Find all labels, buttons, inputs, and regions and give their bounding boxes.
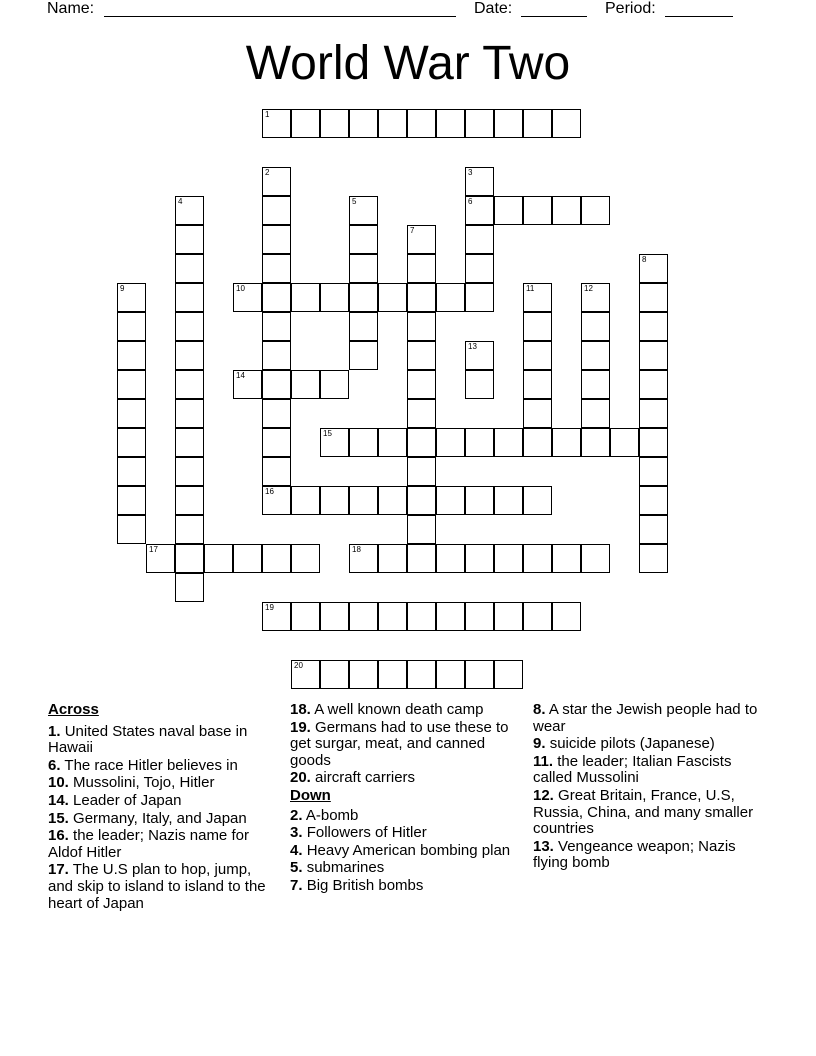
- grid-cell[interactable]: [436, 486, 465, 515]
- grid-cell[interactable]: [175, 312, 204, 341]
- grid-cell[interactable]: [378, 660, 407, 689]
- grid-cell[interactable]: [349, 341, 378, 370]
- cell-number: 6: [468, 197, 473, 206]
- grid-cell[interactable]: [378, 544, 407, 573]
- grid-cell[interactable]: [581, 428, 610, 457]
- clue-down-3: 3. Followers of Hitler: [290, 824, 427, 842]
- cell-number: 2: [265, 168, 270, 177]
- cell-number: 10: [236, 284, 245, 293]
- grid-cell[interactable]: [436, 428, 465, 457]
- grid-cell[interactable]: [465, 254, 494, 283]
- grid-cell[interactable]: [262, 370, 291, 399]
- grid-cell[interactable]: [117, 341, 146, 370]
- grid-cell[interactable]: [407, 515, 436, 544]
- grid-cell[interactable]: [465, 660, 494, 689]
- grid-cell[interactable]: [262, 544, 291, 573]
- grid-cell[interactable]: [349, 660, 378, 689]
- grid-cell[interactable]: [523, 341, 552, 370]
- across-heading: Across: [48, 701, 99, 718]
- grid-cell[interactable]: [523, 196, 552, 225]
- grid-cell[interactable]: [465, 109, 494, 138]
- clue-column-3: [533, 702, 768, 873]
- grid-cell[interactable]: [494, 428, 523, 457]
- grid-cell[interactable]: [465, 544, 494, 573]
- grid-cell[interactable]: [494, 196, 523, 225]
- clue-down-7: 7. Big British bombs: [290, 876, 424, 894]
- grid-cell[interactable]: [378, 283, 407, 312]
- grid-cell[interactable]: [639, 457, 668, 486]
- grid-cell[interactable]: [465, 225, 494, 254]
- grid-cell[interactable]: [349, 196, 378, 225]
- cell-number: 13: [468, 342, 477, 351]
- grid-cell[interactable]: [523, 602, 552, 631]
- cell-number: 7: [410, 226, 415, 235]
- grid-cell[interactable]: [523, 283, 552, 312]
- grid-cell[interactable]: [175, 573, 204, 602]
- grid-cell[interactable]: [639, 428, 668, 457]
- grid-cell[interactable]: [233, 370, 262, 399]
- grid-cell[interactable]: [552, 544, 581, 573]
- grid-cell[interactable]: [320, 283, 349, 312]
- grid-cell[interactable]: [581, 370, 610, 399]
- grid-cell[interactable]: [349, 283, 378, 312]
- grid-cell[interactable]: [262, 167, 291, 196]
- cell-number: 19: [265, 603, 274, 612]
- clue-across-19: 19. Germans had to use these to get surgar, meat, and canned goods: [290, 718, 509, 769]
- grid-cell[interactable]: [262, 428, 291, 457]
- clue-column-1: [48, 702, 268, 913]
- grid-cell[interactable]: [378, 486, 407, 515]
- grid-cell[interactable]: [175, 225, 204, 254]
- grid-cell[interactable]: [262, 225, 291, 254]
- grid-cell[interactable]: [407, 486, 436, 515]
- clue-column-2: [290, 702, 522, 896]
- clue-across-17: 17. The U.S plan to hop, jump, and skip to island to island to the heart of Japan: [48, 861, 266, 912]
- cell-number: 20: [294, 661, 303, 670]
- grid-cell[interactable]: [552, 196, 581, 225]
- cell-number: 8: [642, 255, 647, 264]
- grid-cell[interactable]: [465, 602, 494, 631]
- grid-cell[interactable]: [262, 196, 291, 225]
- grid-cell[interactable]: [407, 283, 436, 312]
- grid-cell[interactable]: [117, 428, 146, 457]
- clue-down-8: 8. A star the Jewish people had to wear: [533, 701, 758, 735]
- cell-number: 1: [265, 110, 270, 119]
- grid-cell[interactable]: [175, 341, 204, 370]
- grid-cell[interactable]: [378, 109, 407, 138]
- grid-cell[interactable]: [639, 283, 668, 312]
- clue-across-16: 16. the leader; Nazis name for Aldof Hitler: [48, 827, 249, 861]
- grid-cell[interactable]: [117, 312, 146, 341]
- clue-across-20: 20. aircraft carriers: [290, 769, 416, 787]
- grid-cell[interactable]: [204, 544, 233, 573]
- grid-cell[interactable]: [581, 399, 610, 428]
- grid-cell[interactable]: [291, 544, 320, 573]
- grid-cell[interactable]: [349, 544, 378, 573]
- grid-cell[interactable]: [407, 312, 436, 341]
- grid-cell[interactable]: [436, 660, 465, 689]
- grid-cell[interactable]: [320, 109, 349, 138]
- grid-cell[interactable]: [233, 283, 262, 312]
- grid-cell[interactable]: [117, 283, 146, 312]
- grid-cell[interactable]: [291, 370, 320, 399]
- grid-cell[interactable]: [378, 602, 407, 631]
- grid-cell[interactable]: [407, 399, 436, 428]
- grid-cell[interactable]: [175, 254, 204, 283]
- grid-cell[interactable]: [117, 370, 146, 399]
- grid-cell[interactable]: [291, 602, 320, 631]
- grid-cell[interactable]: [494, 544, 523, 573]
- grid-cell[interactable]: [494, 602, 523, 631]
- grid-cell[interactable]: [581, 283, 610, 312]
- grid-cell[interactable]: [581, 196, 610, 225]
- grid-cell[interactable]: [639, 544, 668, 573]
- grid-cell[interactable]: [320, 428, 349, 457]
- grid-cell[interactable]: [349, 225, 378, 254]
- clue-across-1: 1. United States naval base in Hawaii: [48, 722, 248, 757]
- grid-cell[interactable]: [436, 109, 465, 138]
- grid-cell[interactable]: [175, 196, 204, 225]
- clue-across-14: 14. Leader of Japan: [48, 791, 182, 809]
- grid-cell[interactable]: [639, 515, 668, 544]
- page-title: World War Two: [245, 37, 571, 90]
- grid-cell[interactable]: [465, 370, 494, 399]
- cell-number: 14: [236, 371, 245, 380]
- grid-cell[interactable]: [291, 486, 320, 515]
- grid-cell[interactable]: [523, 544, 552, 573]
- grid-cell[interactable]: [552, 109, 581, 138]
- grid-cell[interactable]: [407, 225, 436, 254]
- grid-cell[interactable]: [610, 428, 639, 457]
- grid-cell[interactable]: [291, 109, 320, 138]
- grid-cell[interactable]: [262, 312, 291, 341]
- grid-cell[interactable]: [291, 660, 320, 689]
- grid-cell[interactable]: [117, 399, 146, 428]
- grid-cell[interactable]: [262, 602, 291, 631]
- grid-cell[interactable]: [117, 515, 146, 544]
- grid-cell[interactable]: [523, 109, 552, 138]
- clue-across-6: 6. The race Hitler believes in: [48, 756, 238, 774]
- cell-number: 4: [178, 197, 183, 206]
- cell-number: 15: [323, 429, 332, 438]
- grid-cell[interactable]: [407, 254, 436, 283]
- down-heading: Down: [290, 786, 331, 804]
- clue-down-5: 5. submarines: [290, 859, 385, 877]
- grid-cell[interactable]: [349, 109, 378, 138]
- cell-number: 16: [265, 487, 274, 496]
- grid-cell[interactable]: [523, 312, 552, 341]
- clue-down-12: 12. Great Britain, France, U.S, Russia, China, and many smaller countries: [533, 786, 754, 838]
- grid-cell[interactable]: [407, 109, 436, 138]
- cell-number: 18: [352, 545, 361, 554]
- grid-cell[interactable]: [320, 486, 349, 515]
- cell-number: 11: [526, 284, 535, 293]
- grid-cell[interactable]: [175, 399, 204, 428]
- grid-cell[interactable]: [175, 515, 204, 544]
- grid-cell[interactable]: [175, 370, 204, 399]
- grid-cell[interactable]: [117, 486, 146, 515]
- grid-cell[interactable]: [407, 428, 436, 457]
- grid-cell[interactable]: [639, 312, 668, 341]
- period-label: Period:: [605, 0, 656, 17]
- grid-cell[interactable]: [465, 283, 494, 312]
- grid-cell[interactable]: [407, 544, 436, 573]
- grid-cell[interactable]: [378, 428, 407, 457]
- grid-cell[interactable]: [552, 602, 581, 631]
- grid-cell[interactable]: [639, 370, 668, 399]
- grid-cell[interactable]: [523, 428, 552, 457]
- clue-across-10: 10. Mussolini, Tojo, Hitler: [48, 774, 215, 792]
- grid-cell[interactable]: [465, 341, 494, 370]
- grid-cell[interactable]: [320, 370, 349, 399]
- grid-cell[interactable]: [523, 486, 552, 515]
- grid-cell[interactable]: [639, 399, 668, 428]
- grid-cell[interactable]: [320, 660, 349, 689]
- grid-cell[interactable]: [407, 370, 436, 399]
- grid-cell[interactable]: [349, 602, 378, 631]
- grid-cell[interactable]: [465, 196, 494, 225]
- grid-cell[interactable]: [349, 312, 378, 341]
- grid-cell[interactable]: [262, 399, 291, 428]
- grid-cell[interactable]: [581, 341, 610, 370]
- clue-down-13: 13. Vengeance weapon; Nazis flying bomb: [533, 837, 736, 872]
- clue-down-9: 9. suicide pilots (Japanese): [533, 735, 715, 753]
- grid-cell[interactable]: [320, 602, 349, 631]
- grid-cell[interactable]: [407, 602, 436, 631]
- grid-cell[interactable]: [175, 428, 204, 457]
- grid-cell[interactable]: [465, 486, 494, 515]
- grid-cell[interactable]: [465, 167, 494, 196]
- grid-cell[interactable]: [436, 602, 465, 631]
- grid-cell[interactable]: [349, 254, 378, 283]
- grid-cell[interactable]: [175, 283, 204, 312]
- cell-number: 5: [352, 197, 357, 206]
- grid-cell[interactable]: [175, 544, 204, 573]
- grid-cell[interactable]: [146, 544, 175, 573]
- grid-cell[interactable]: [175, 457, 204, 486]
- grid-cell[interactable]: [349, 486, 378, 515]
- grid-cell[interactable]: [175, 486, 204, 515]
- grid-cell[interactable]: [639, 254, 668, 283]
- grid-cell[interactable]: [262, 283, 291, 312]
- grid-cell[interactable]: [233, 544, 262, 573]
- name-label: Name:: [47, 0, 95, 17]
- clue-across-15: 15. Germany, Italy, and Japan: [48, 809, 247, 827]
- clue-down-4: 4. Heavy American bombing plan: [290, 841, 511, 859]
- cell-number: 9: [120, 284, 125, 293]
- grid-cell[interactable]: [494, 486, 523, 515]
- grid-cell[interactable]: [581, 544, 610, 573]
- grid-cell[interactable]: [436, 544, 465, 573]
- clue-across-18: 18. A well known death camp: [290, 701, 484, 718]
- grid-cell[interactable]: [262, 457, 291, 486]
- grid-cell[interactable]: [349, 428, 378, 457]
- grid-cell[interactable]: [407, 660, 436, 689]
- grid-cell[interactable]: [494, 109, 523, 138]
- grid-cell[interactable]: [262, 341, 291, 370]
- grid-cell[interactable]: [291, 283, 320, 312]
- cell-number: 12: [584, 284, 593, 293]
- grid-cell[interactable]: [262, 486, 291, 515]
- grid-cell[interactable]: [581, 312, 610, 341]
- grid-cell[interactable]: [465, 428, 494, 457]
- grid-cell[interactable]: [523, 399, 552, 428]
- clue-down-2: 2. A-bomb: [290, 806, 359, 824]
- grid-cell[interactable]: [407, 341, 436, 370]
- grid-cell[interactable]: [494, 660, 523, 689]
- grid-cell[interactable]: [523, 370, 552, 399]
- grid-cell[interactable]: [639, 341, 668, 370]
- grid-cell[interactable]: [552, 428, 581, 457]
- grid-cell[interactable]: [436, 283, 465, 312]
- grid-cell[interactable]: [262, 254, 291, 283]
- grid-cell[interactable]: [407, 457, 436, 486]
- cell-number: 17: [149, 545, 158, 554]
- cell-number: 3: [468, 168, 473, 177]
- grid-cell[interactable]: [262, 109, 291, 138]
- date-label: Date:: [474, 0, 513, 17]
- clue-down-11: 11. the leader; Italian Fascists called Mussolini: [533, 752, 732, 787]
- grid-cell[interactable]: [639, 486, 668, 515]
- grid-cell[interactable]: [117, 457, 146, 486]
